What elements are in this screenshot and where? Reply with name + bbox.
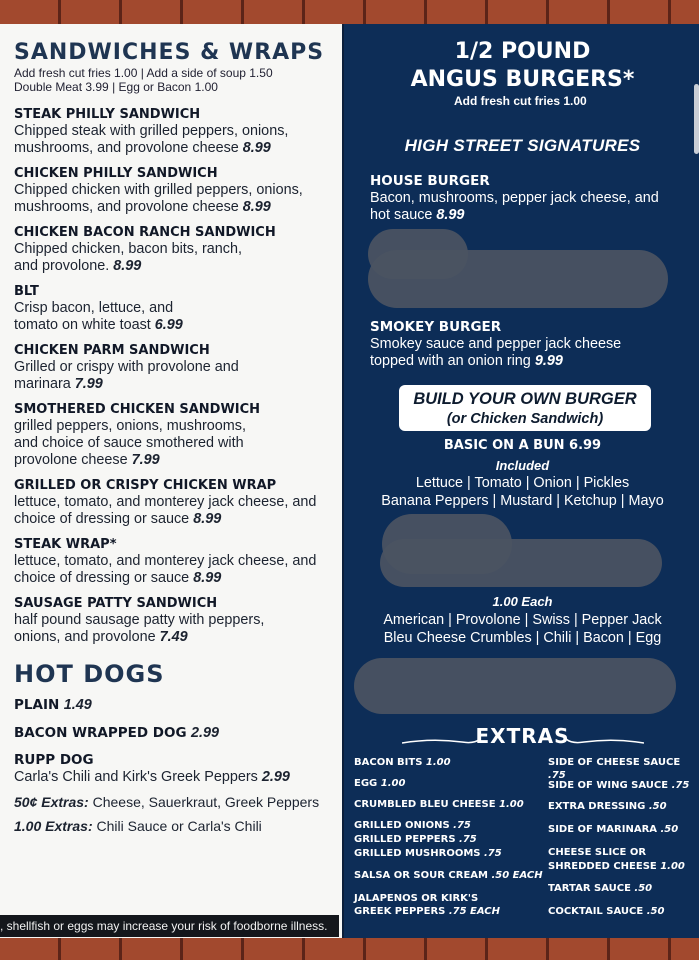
extra-price: .50	[648, 801, 667, 812]
extra-name: EGG	[354, 778, 378, 789]
extra-price: 1.00	[380, 778, 406, 789]
extras-title: EXTRAS	[475, 724, 570, 748]
item-price: 8.99	[242, 140, 271, 156]
item-name: RUPP DOG	[14, 752, 94, 768]
extras-100-label: 1.00 Extras:	[14, 818, 93, 834]
extra-price: .75	[548, 770, 566, 781]
item-price: 8.99	[242, 199, 271, 215]
extras-100-text: Chili Sauce or Carla's Chili	[96, 818, 262, 834]
smokey-burger-item	[370, 318, 690, 370]
toppings-line-2: Banana Peppers | Mustard | Ketchup | Mayo	[381, 493, 664, 509]
brick-wall-top	[0, 0, 699, 24]
item-price: 9.99	[534, 353, 563, 369]
burgers-subtitle: Add fresh cut fries 1.00	[454, 94, 587, 108]
extras-right-item	[548, 823, 678, 836]
hot-dog-item	[14, 696, 342, 714]
foodborne-warning: , shellfish or eggs may increase your risk of foodborne illness.	[0, 915, 339, 937]
extras-left-item	[354, 869, 543, 882]
item-price: 7.99	[74, 376, 103, 392]
extras-left-item	[354, 905, 500, 918]
house-burger-item	[370, 172, 690, 224]
redacted-blur	[354, 658, 676, 714]
item-price: 8.99	[193, 570, 222, 586]
menu-item	[14, 401, 342, 469]
extras-left-item	[354, 777, 405, 790]
swirl-ornament-right	[564, 736, 644, 746]
item-name: PLAIN	[14, 697, 60, 713]
brick-wall-bottom	[0, 938, 699, 960]
menu-item	[14, 536, 342, 587]
extra-name: EXTRA DRESSING	[548, 801, 646, 812]
extra-price: .75	[453, 820, 471, 831]
burgers-title	[344, 38, 699, 94]
item-name: BACON WRAPPED DOG	[14, 725, 187, 741]
byo-title: BUILD YOUR OWN BURGER	[413, 390, 637, 408]
item-name: SMOKEY BURGER	[370, 319, 502, 335]
item-name: SMOTHERED CHICKEN SANDWICH	[14, 402, 261, 417]
extra-name: CHEESE SLICE OR	[548, 847, 647, 858]
extra-price: .50	[634, 883, 653, 894]
extra-name: SHREDDED CHEESE	[548, 861, 657, 872]
extras-right-item	[548, 882, 652, 895]
burgers-panel	[342, 24, 699, 940]
item-price: 2.99	[191, 725, 220, 741]
item-desc: half pound sausage patty with peppers, onions, and provolone	[14, 612, 265, 645]
burgers-title-line-1: 1/2 POUND	[454, 39, 591, 64]
item-desc: lettuce, tomato, and monterey jack cheese, and choice of dressing or sauce	[14, 553, 317, 586]
byo-subtitle: (or Chicken Sandwich)	[446, 411, 604, 427]
item-price: 8.99	[193, 511, 222, 527]
item-desc: Grilled or crispy with provolone and marinara	[14, 359, 239, 392]
item-name: CHICKEN PHILLY SANDWICH	[14, 166, 218, 181]
menu-item	[14, 224, 342, 275]
premium-line-1: American | Provolone | Swiss | Pepper Jack	[383, 612, 662, 628]
item-price: 2.99	[261, 769, 290, 785]
extra-name: COCKTAIL SAUCE	[548, 906, 644, 917]
extra-name: BACON BITS	[354, 757, 423, 768]
signatures-title: HIGH STREET SIGNATURES	[404, 136, 641, 155]
extra-price: .50 EACH	[491, 870, 543, 881]
extras-right-item	[548, 860, 685, 873]
item-desc: Bacon, mushrooms, pepper jack cheese, and hot sauce	[370, 190, 659, 223]
extra-price: 1.00	[499, 799, 524, 810]
menu-item	[14, 165, 342, 216]
extra-name: JALAPENOS OR KIRK'S	[354, 893, 479, 904]
extra-price: .50	[660, 824, 679, 835]
extra-price: 1.00	[660, 861, 685, 872]
extras-right-item	[548, 800, 667, 813]
extra-name: SALSA OR SOUR CREAM	[354, 870, 488, 881]
extra-price: .75	[671, 780, 690, 791]
extra-name: GREEK PEPPERS	[354, 906, 446, 917]
extras-50-label: 50¢ Extras:	[14, 794, 89, 810]
menu-item	[14, 342, 342, 393]
sandwich-addons-line-2: Double Meat 3.99 | Egg or Bacon 1.00	[14, 80, 218, 94]
item-desc: lettuce, tomato, and monterey jack cheese, and choice of dressing or sauce	[14, 494, 317, 527]
item-price: 8.99	[113, 258, 142, 274]
item-desc: Carla's Chili and Kirk's Greek Peppers	[14, 769, 258, 785]
one-dollar-each-label: 1.00 Each	[492, 594, 553, 609]
extras-100-line	[14, 818, 342, 834]
extra-price: .50	[646, 906, 665, 917]
burgers-title-line-2: ANGUS BURGERS*	[410, 67, 635, 92]
hot-dogs-title: HOT DOGS	[14, 660, 165, 688]
item-desc: grilled peppers, onions, mushrooms, and choice of sauce smothered with provolone cheese	[14, 418, 246, 468]
item-name: GRILLED OR CRISPY CHICKEN WRAP	[14, 478, 277, 493]
included-label: Included	[495, 458, 550, 473]
extras-left-item	[354, 833, 477, 846]
menu-item	[14, 106, 342, 157]
extra-name: GRILLED ONIONS	[354, 820, 450, 831]
extras-right-item	[548, 779, 689, 792]
extras-left-item	[354, 756, 451, 769]
item-name: HOUSE BURGER	[370, 173, 490, 189]
item-price: 7.99	[131, 452, 160, 468]
menu-item	[14, 595, 342, 646]
item-price: 1.49	[63, 697, 92, 713]
extra-name: GRILLED MUSHROOMS	[354, 848, 481, 859]
item-desc: Chipped steak with grilled peppers, onions, mushrooms, and provolone cheese	[14, 123, 289, 156]
scrollbar[interactable]	[694, 84, 699, 154]
premium-line-2: Bleu Cheese Crumbles | Chili | Bacon | Egg	[383, 630, 662, 646]
extras-left-item	[354, 892, 478, 905]
hot-dog-item	[14, 724, 342, 742]
extra-name: GRILLED PEPPERS	[354, 834, 456, 845]
extra-price: .75	[459, 834, 477, 845]
extra-price: .75 EACH	[448, 906, 501, 917]
sandwich-addons-line-1: Add fresh cut fries 1.00 | Add a side of soup 1.50	[14, 66, 273, 80]
item-name: BLT	[14, 284, 39, 299]
extras-50-text: Cheese, Sauerkraut, Greek Peppers	[92, 794, 320, 810]
item-desc: Smokey sauce and pepper jack cheese topped with an onion ring	[370, 336, 622, 369]
extra-name: SIDE OF WING SAUCE	[548, 780, 669, 791]
extras-left-item	[354, 819, 471, 832]
hot-dog-item	[14, 752, 342, 786]
extras-left-item	[354, 798, 524, 811]
sandwiches-title: SANDWICHES & WRAPS	[14, 40, 325, 65]
item-name: STEAK WRAP*	[14, 537, 117, 552]
item-name: STEAK PHILLY SANDWICH	[14, 107, 201, 122]
sandwiches-panel	[0, 24, 342, 940]
item-price: 6.99	[154, 317, 183, 333]
item-name: CHICKEN PARM SANDWICH	[14, 343, 210, 358]
toppings-line-1: Lettuce | Tomato | Onion | Pickles	[415, 475, 630, 491]
extras-left-item	[354, 847, 502, 860]
redacted-blur	[380, 539, 662, 587]
build-your-own-box	[399, 385, 651, 431]
extra-price: .75	[483, 848, 502, 859]
menu-item	[14, 283, 342, 334]
extra-name: SIDE OF CHEESE SAUCE	[548, 757, 681, 768]
item-name: CHICKEN BACON RANCH SANDWICH	[14, 225, 276, 240]
item-price: 7.49	[159, 629, 188, 645]
extras-right-item	[548, 846, 646, 859]
item-price: 8.99	[436, 207, 465, 223]
item-desc: Chipped chicken, bacon bits, ranch, and provolone.	[14, 241, 242, 274]
extras-50-line	[14, 794, 342, 810]
item-desc: Crisp bacon, lettuce, and tomato on white toast	[14, 300, 174, 333]
item-name: SAUSAGE PATTY SANDWICH	[14, 596, 218, 611]
redacted-blur	[368, 250, 668, 308]
basic-on-a-bun: BASIC ON A BUN 6.99	[443, 438, 602, 453]
item-desc: Chipped chicken with grilled peppers, onions, mushrooms, and provolone cheese	[14, 182, 303, 215]
extra-name: CRUMBLED BLEU CHEESE	[354, 799, 496, 810]
menu-item	[14, 477, 342, 528]
extra-name: SIDE OF MARINARA	[548, 824, 658, 835]
extras-right-item	[548, 905, 664, 918]
extra-name: TARTAR SAUCE	[548, 883, 631, 894]
extra-price: 1.00	[425, 757, 451, 768]
